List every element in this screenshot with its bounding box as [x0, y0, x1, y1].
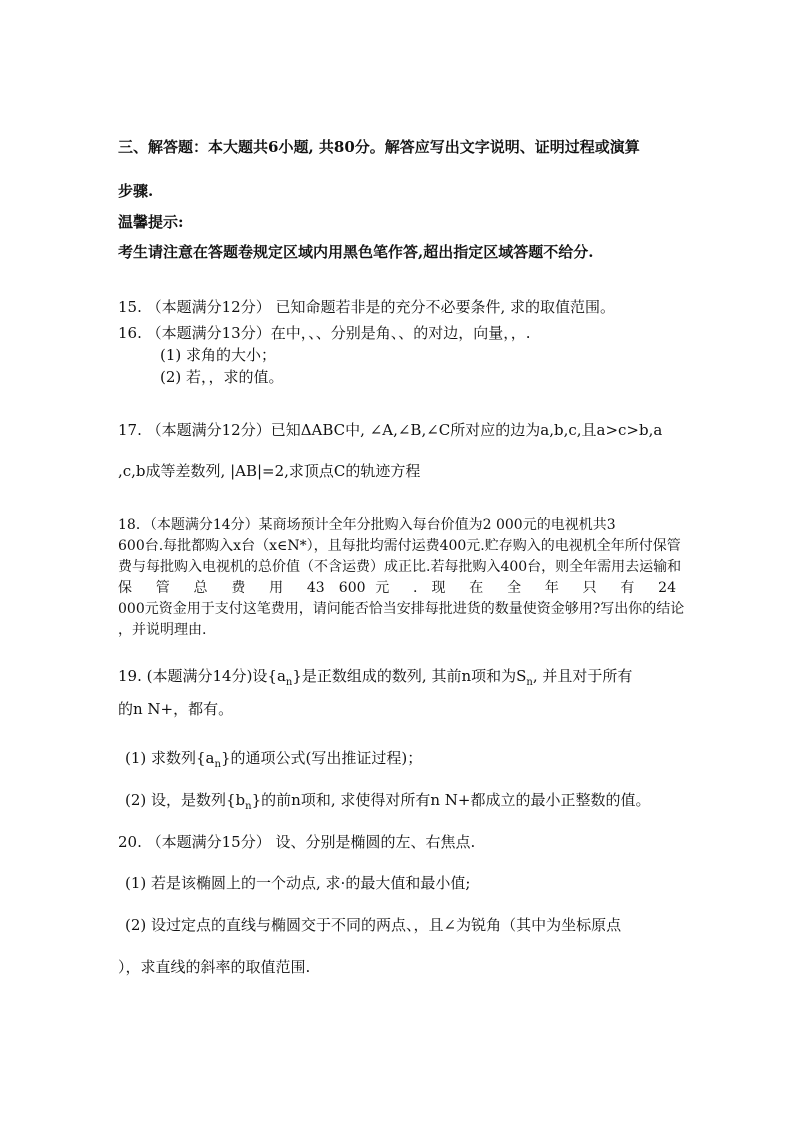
problem-19-part1-text-a: (1) 求数列{a	[125, 749, 215, 767]
problem-20: 20. （本题满分15分） 设、分别是椭圆的左、右焦点.	[118, 833, 476, 851]
tip-title: 温馨提示:	[118, 213, 184, 231]
problem-19-text-b: }是正数组成的数列, 其前n项和为S	[292, 667, 527, 685]
problem-20-part2-line2: ），求直线的斜率的取值范围.	[118, 958, 311, 976]
problem-19-part2-sub: n	[245, 801, 252, 812]
problem-19-part2-text-b: }的前n项和, 求使得对所有n N+都成立的最小正整数的值。	[251, 791, 651, 809]
problem-19-part2	[125, 790, 651, 817]
section-heading-line1: 三、解答题：本大题共6小题, 共80分。解答应写出文字说明、证明过程或演算	[118, 138, 640, 156]
problem-18-line4: 保 管 总 费 用 43 600元 . 现 在 全 年 只 有 24	[118, 580, 676, 596]
problem-17-line2: ,c,b成等差数列, |AB|=2,求顶点C的轨迹方程	[118, 462, 421, 480]
problem-18-line1: 18．（本题满分14分）某商场预计全年分批购入每台价值为2 000元的电视机共3	[118, 517, 616, 533]
problem-18-line6: ，并说明理由.	[118, 622, 207, 638]
problem-17-line1: 17. （本题满分12分）已知ΔABC中, ∠A,∠B,∠C所对应的边为a,b,c,且a>c>b,a	[118, 421, 663, 439]
problem-16: 16. （本题满分13分）在中，、、分别是角、、的对边，向量，，.	[118, 324, 531, 342]
problem-19-part1-sub: n	[214, 759, 221, 770]
problem-19-sub-s: n	[526, 677, 533, 688]
tip-text: 考生请注意在答题卷规定区域内用黑色笔作答,超出指定区域答题不给分.	[118, 243, 594, 261]
problem-19-text-a: 19. (本题满分14分)设{a	[118, 667, 286, 685]
problem-20-part1: (1) 若是该椭圆上的一个动点, 求·的最大值和最小值;	[125, 874, 471, 892]
problem-18-line2: 600台.每批都购入x台（x∈N*），且每批均需付运费400元.贮存购入的电视机全年所付保管	[118, 538, 681, 554]
problem-20-part2-line1: (2) 设过定点的直线与椭圆交于不同的两点、，且∠为锐角（其中为坐标原点	[125, 916, 622, 934]
section-heading-line2: 步骤.	[118, 182, 154, 200]
problem-19-part1	[125, 748, 422, 775]
problem-16-part1: (1) 求角的大小；	[160, 346, 277, 364]
problem-19-part1-text-b: }的通项公式(写出推证过程)；	[220, 749, 423, 767]
problem-19-part2-text-a: (2) 设，是数列{b	[125, 791, 246, 809]
problem-19-sub-a: n	[285, 677, 293, 688]
problem-18-line3: 费与每批购入电视机的总价值（不含运费）成正比.若每批购入400台，则全年需用去运输和	[118, 559, 682, 575]
problem-19-line1	[118, 666, 632, 693]
problem-16-part2: (2) 若，，求的值。	[160, 368, 284, 386]
problem-19-line2: 的n N+，都有。	[118, 700, 234, 718]
problem-18-line5: 000元资金用于支付这笔费用，请问能否恰当安排每批进货的数量使资金够用?写出你的结论	[118, 601, 685, 617]
problem-15: 15. （本题满分12分） 已知命题若非是的充分不必要条件, 求的取值范围。	[118, 298, 616, 316]
problem-19-text-c: , 并且对于所有	[532, 667, 633, 685]
